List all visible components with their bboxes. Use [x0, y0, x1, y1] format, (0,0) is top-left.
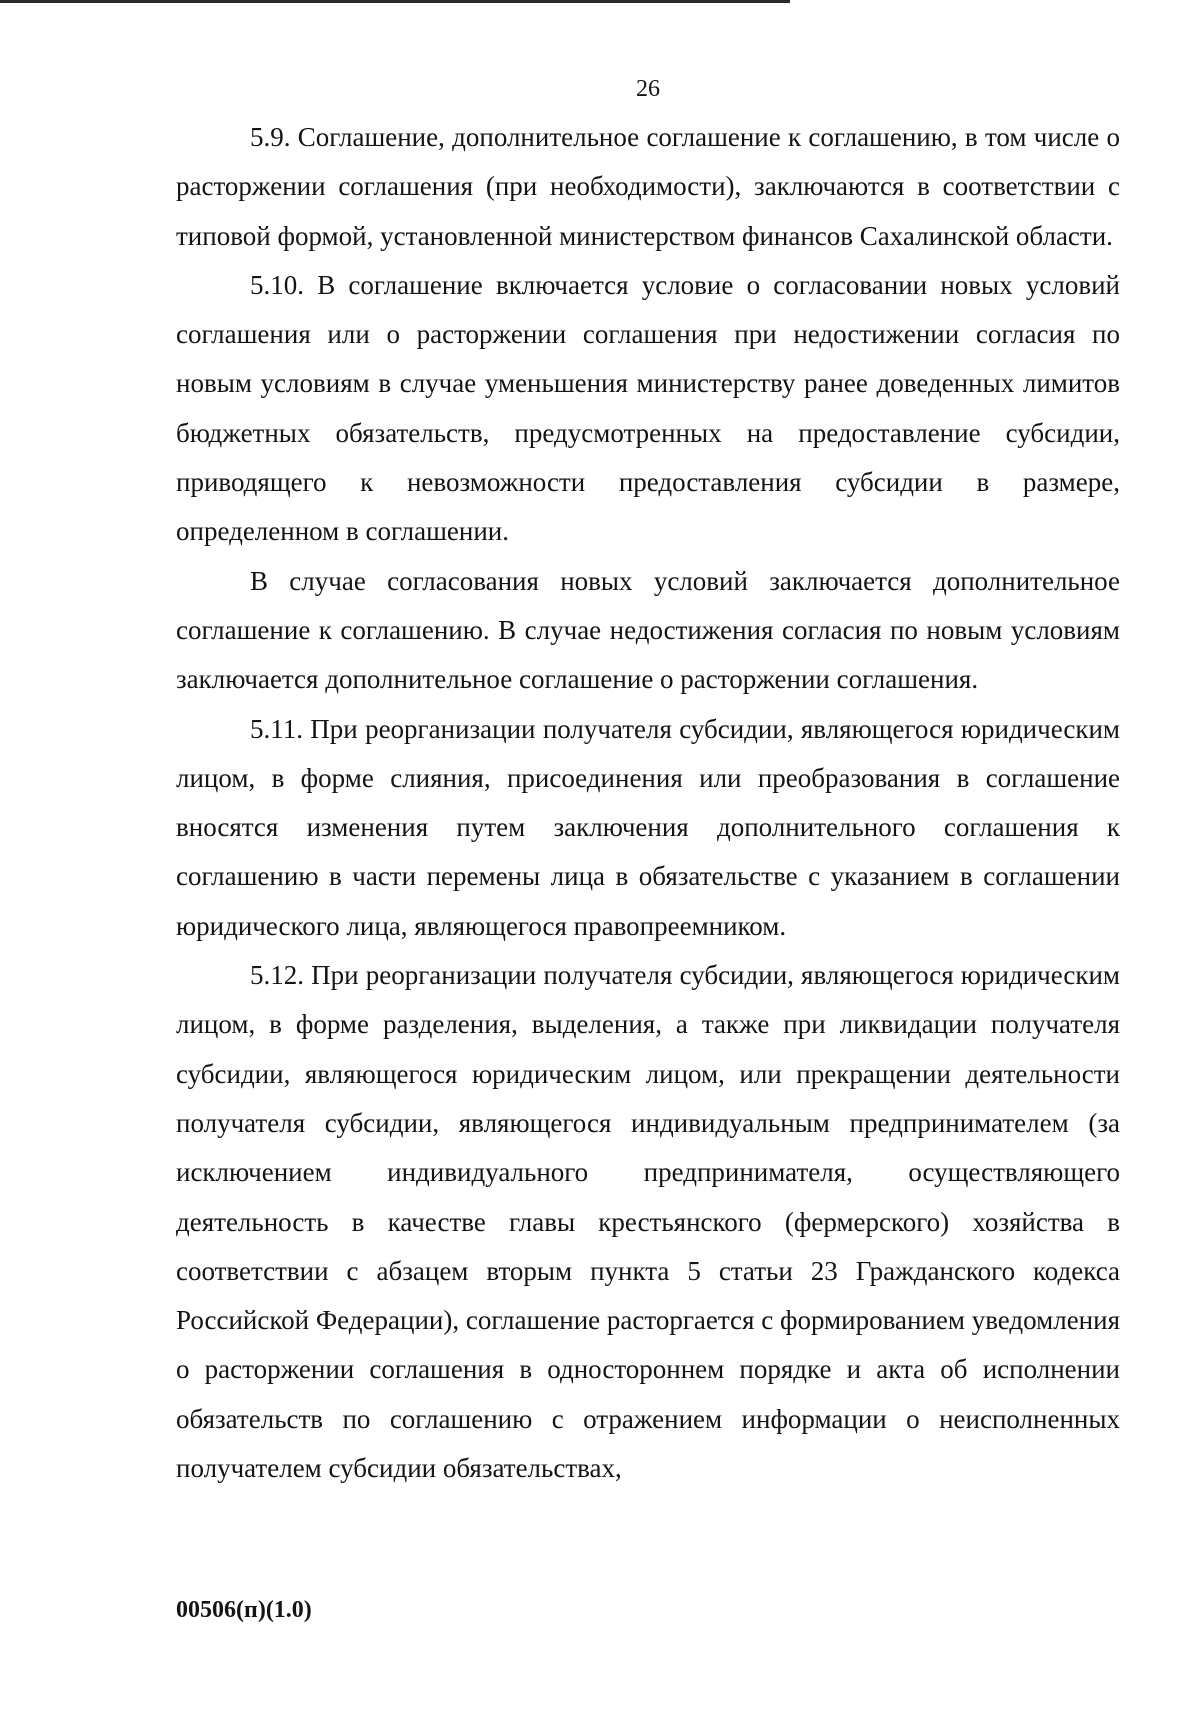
- page-number: 26: [636, 76, 660, 102]
- document-body: [176, 113, 1120, 1493]
- paragraph-5-10-continued: В случае согласования новых условий заключается дополнительное соглашение к соглашению. В случае недостижения согласия по новым условиям заключается дополнительное соглашение о расторжении соглашения.: [176, 565, 1120, 695]
- paragraph-5-11: 5.11. При реорганизации получателя субсидии, являющегося юридическим лицом, в форме слияния, присоединения или преобразования в соглашение вносятся изменения путем заключения дополнительного соглашения к соглашению в части перемены лица в обязательстве с указанием в соглашении юридического лица, являющегося правопреемником.: [176, 713, 1120, 941]
- paragraph-5-9: 5.9. Соглашение, дополнительное соглашение к соглашению, в том числе о расторжении соглашения (при необходимости), заключаются в соответствии с типовой формой, установленной министерством финансов Сахалинской области.: [176, 122, 1120, 251]
- document-code: 00506(п)(1.0): [176, 1597, 312, 1623]
- top-border-line: [0, 0, 790, 3]
- paragraph-5-10: 5.10. В соглашение включается условие о согласовании новых условий соглашения или о расторжении соглашения при недостижении согласия по новым условиям в случае уменьшения министерству ранее доведенных лимитов бюджетных обязательств, предусмотренных на предоставление субсидии, приводящего к невозможности предоставления субсидии в размере, определенном в соглашении.: [176, 269, 1120, 547]
- paragraph-5-12: 5.12. При реорганизации получателя субсидии, являющегося юридическим лицом, в форме разделения, выделения, а также при ликвидации получателя субсидии, являющегося юридическим лицом, или прекращении деятельности получателя субсидии, являющегося индивидуальным предпринимателем (за исключением индивидуального предпринимателя, осуществляющего деятельность в качестве главы крестьянского (фермерского) хозяйства в соответствии с абзацем вторым пункта 5 статьи 23 Гражданского кодекса Российской Федерации), соглашение расторгается с формированием уведомления о расторжении соглашения в одностороннем порядке и акта об исполнении обязательств по соглашению с отражением информации о неисполненных получателем субсидии обязательствах,: [176, 960, 1120, 1484]
